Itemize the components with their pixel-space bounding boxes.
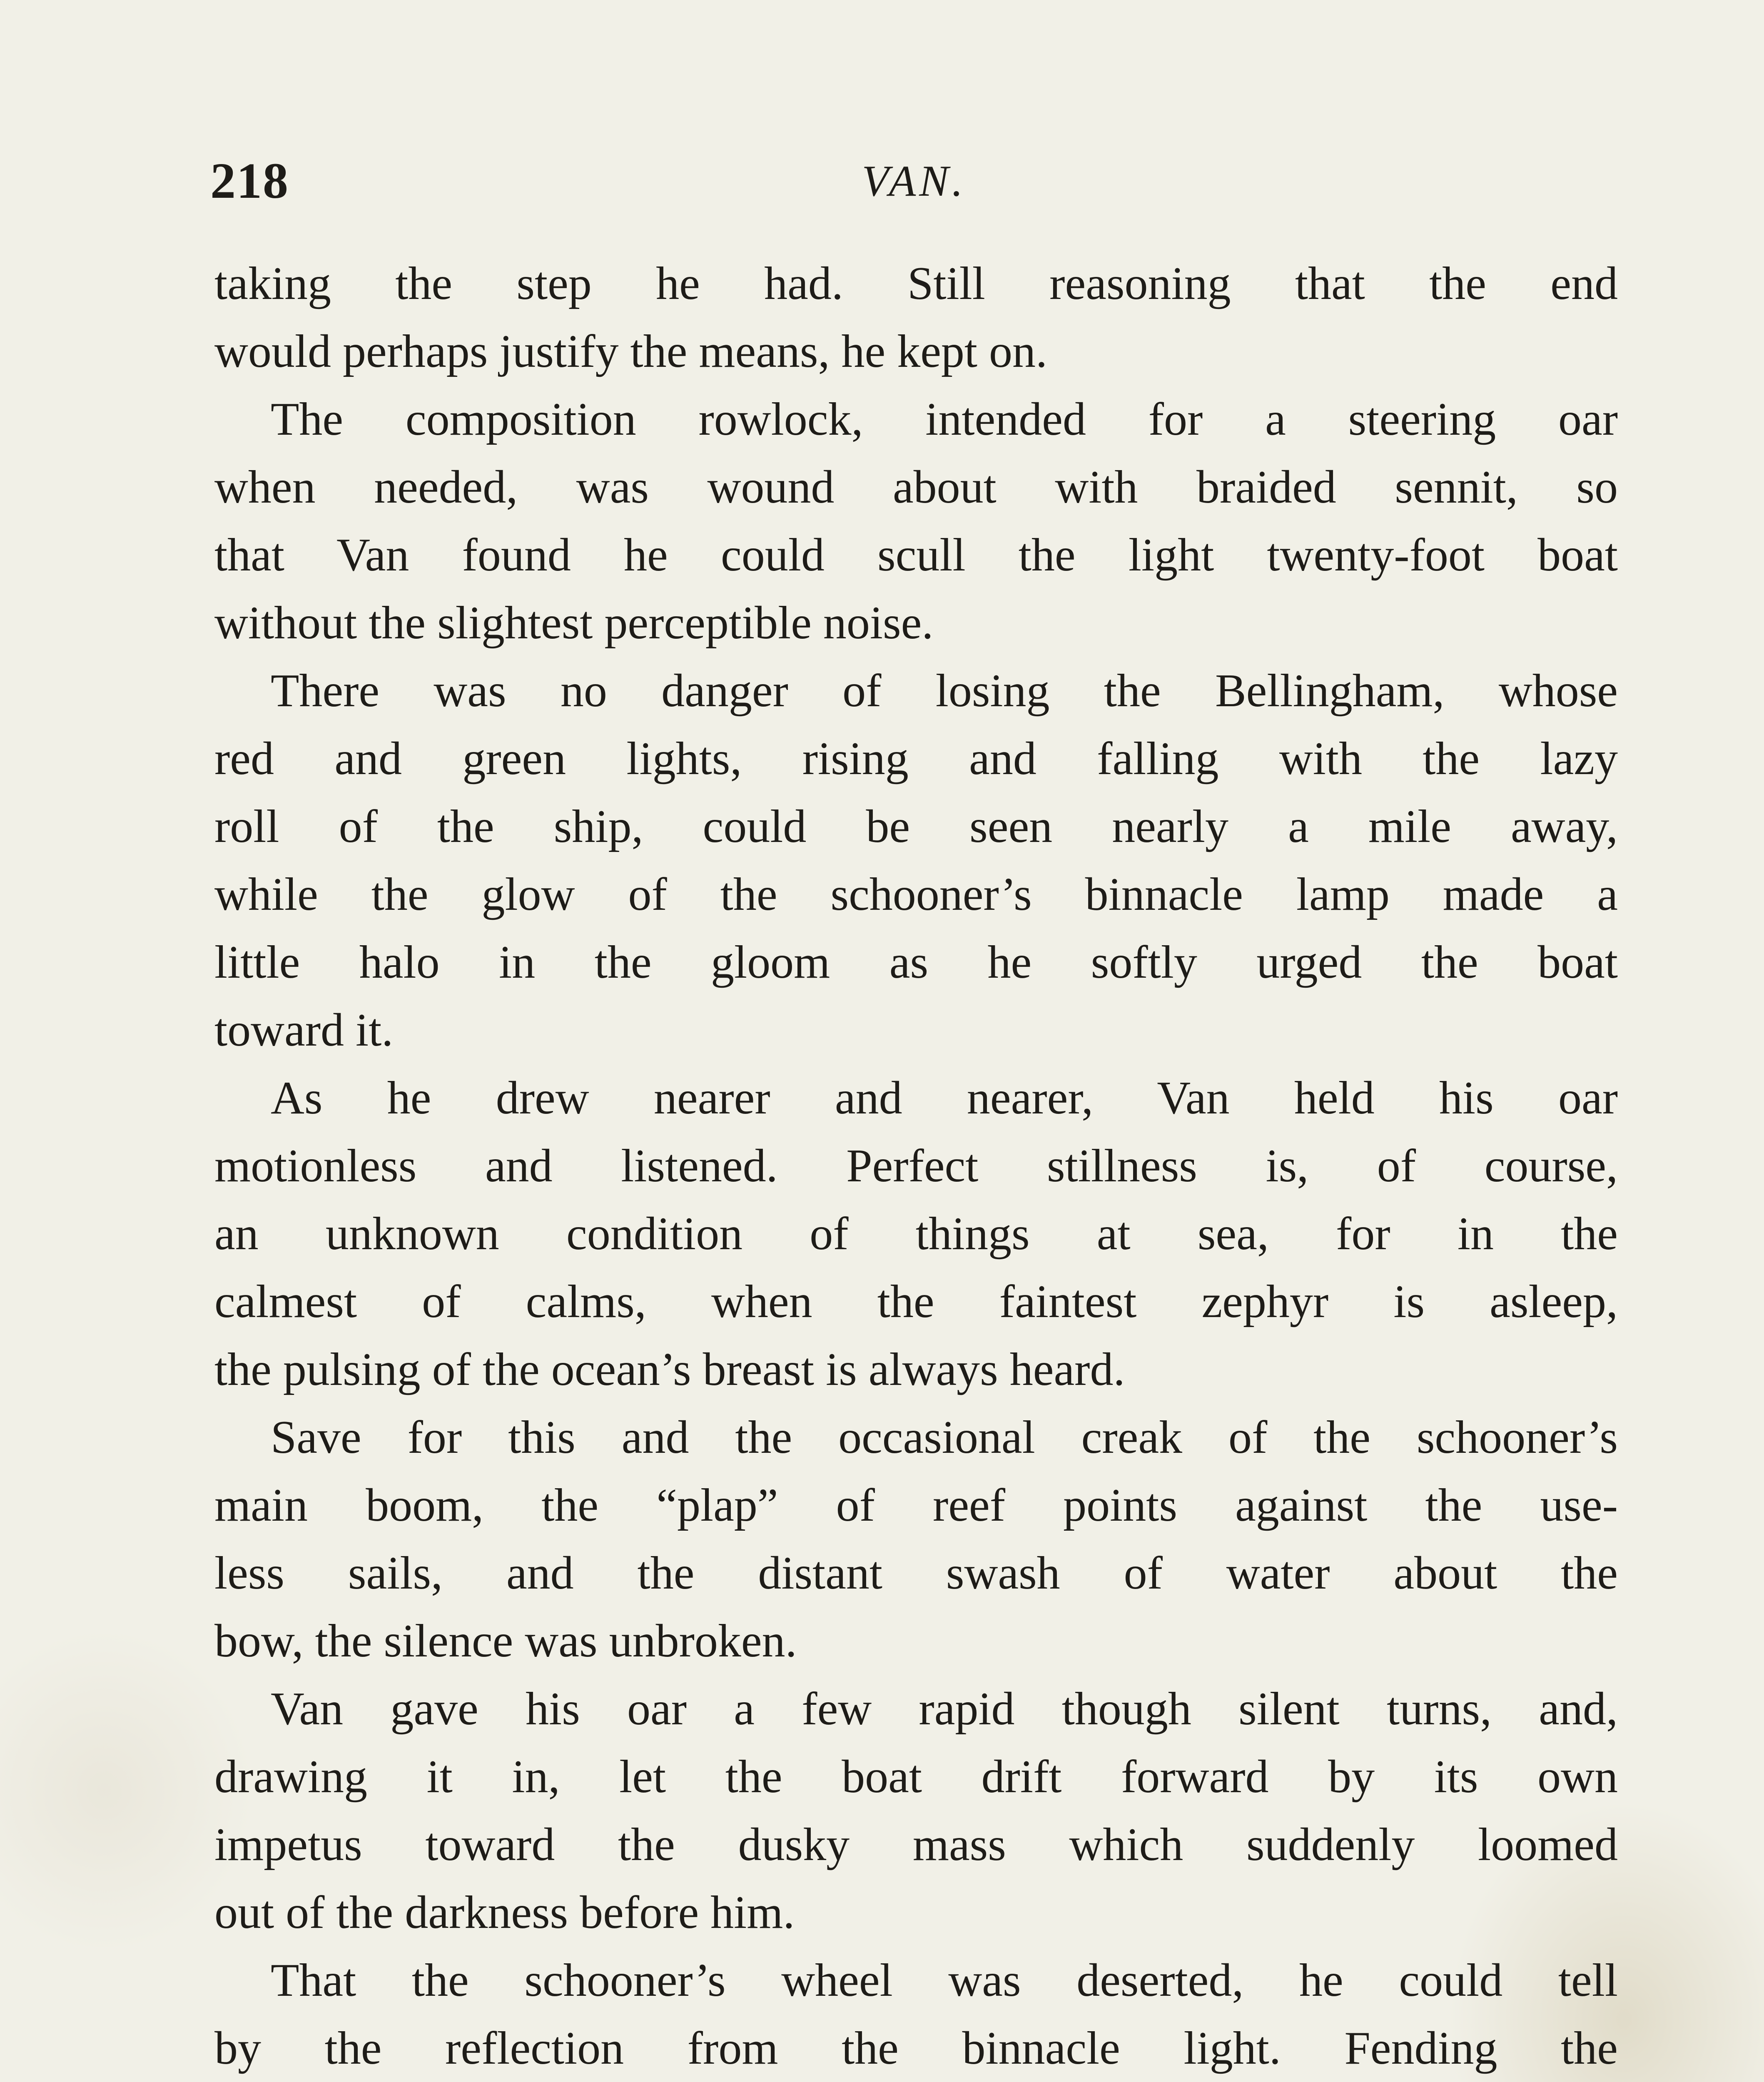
text-line: by the reflection from the binnacle light. Fending the bbox=[214, 2022, 1618, 2074]
text-line: less sails, and the distant swash of water about the bbox=[214, 1547, 1618, 1599]
text-line: motionless and listened. Perfect stillness is, of course, bbox=[214, 1140, 1618, 1192]
text-line: Save for this and the occasional creak of the schooner’s bbox=[271, 1412, 1618, 1463]
text-line: roll of the ship, could be seen nearly a mile away, bbox=[214, 801, 1618, 852]
text-line: without the slightest perceptible noise. bbox=[214, 597, 934, 649]
text-line: That the schooner’s wheel was deserted, he could tell bbox=[271, 1955, 1618, 2006]
text-line: when needed, was wound about with braided sennit, so bbox=[214, 461, 1618, 513]
running-title: VAN. bbox=[862, 157, 967, 205]
text-line: an unknown condition of things at sea, for in the bbox=[214, 1208, 1618, 1260]
body-text bbox=[214, 250, 1618, 2082]
text-line: Van gave his oar a few rapid though silent turns, and, bbox=[271, 1683, 1618, 1735]
text-line: As he drew nearer and nearer, Van held his oar bbox=[271, 1072, 1618, 1124]
text-line: There was no danger of losing the Bellingham, whose bbox=[271, 665, 1618, 717]
text-line: little halo in the gloom as he softly urged the boat bbox=[214, 936, 1618, 988]
text-line: The composition rowlock, intended for a steering oar bbox=[271, 393, 1618, 445]
text-line: drawing it in, let the boat drift forward by its own bbox=[214, 1751, 1618, 1803]
text-line: impetus toward the dusky mass which suddenly loomed bbox=[214, 1819, 1618, 1870]
text-line: would perhaps justify the means, he kept on. bbox=[214, 326, 1048, 377]
text-line: that Van found he could scull the light twenty-foot boat bbox=[214, 529, 1618, 581]
text-line: out of the darkness before him. bbox=[214, 1887, 795, 1938]
text-line: bow, the silence was unbroken. bbox=[214, 1615, 797, 1667]
text-line: red and green lights, rising and falling with the lazy bbox=[214, 733, 1618, 784]
running-head bbox=[210, 148, 1618, 214]
text-line: while the glow of the schooner’s binnacle lamp made a bbox=[214, 869, 1618, 920]
text-line: the pulsing of the ocean’s breast is always heard. bbox=[214, 1344, 1125, 1395]
text-line: main boom, the “plap” of reef points against the use- bbox=[214, 1479, 1618, 1531]
text-line: calmest of calms, when the faintest zephyr is asleep, bbox=[214, 1276, 1618, 1327]
text-line: toward it. bbox=[214, 1004, 394, 1056]
page-number: 218 bbox=[210, 153, 289, 209]
text-line: taking the step he had. Still reasoning that the end bbox=[214, 258, 1618, 309]
